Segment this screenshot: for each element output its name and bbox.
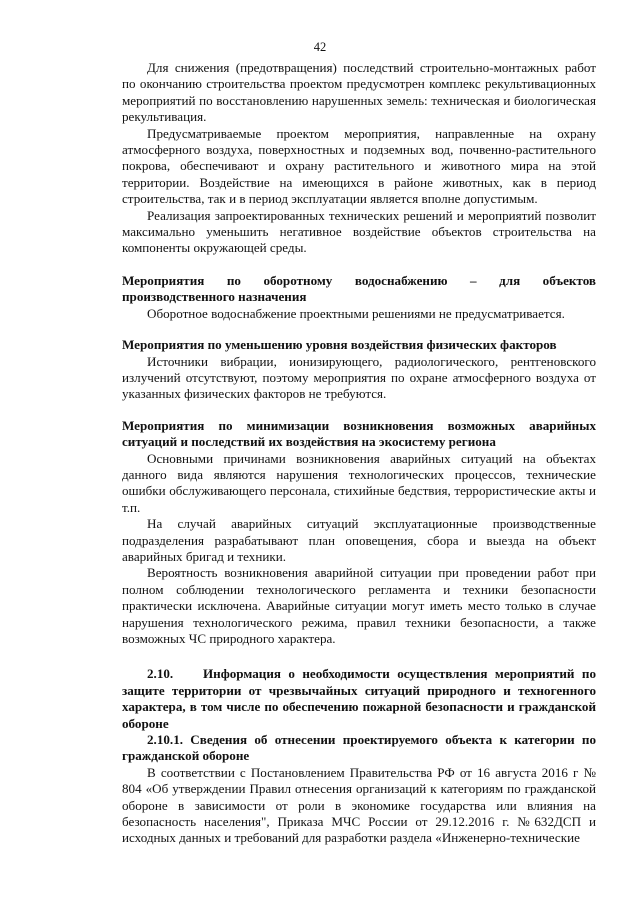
paragraph-civil-defense: В соответствии с Постановлением Правительства РФ от 16 августа 2016 г № 804 «Об утверждении Правил отнесения организаций к категориям по гражданской обороне в зависимости от роли в экономике государства или влияния на безопасность населения", Приказа МЧС России от 29.12.2016 г. №632ДСП и исходных данных и требований для разработки раздела «Инженерно-технические [122,764,596,846]
paragraph-reclamation: Для снижения (предотвращения) последствий строительно-монтажных работ по окончанию строительства проектом предусмотрен комплекс рекультивационных мероприятий по восстановлению нарушенных земель: техническая и биологическая рекультивация. [122,60,596,125]
paragraph-air-protection: Предусматриваемые проектом мероприятия, направленные на охрану атмосферного воздуха, поверхностных и подземных вод, почвенно-растительного покрова, обеспечивают и охрану растительного и животного мира на этой территории. Воздействие на имеющихся в районе животных, как в период строительства, так и в период эксплуатации является вполне допустимым. [122,125,596,207]
heading-section-2-10-1: 2.10.1. Сведения об отнесении проектируемого объекта к категории по гражданской обороне [122,732,596,764]
page-number: 42 [313,40,327,54]
paragraph-emergency-plan: На случай аварийных ситуаций эксплуатационные производственные подразделения разрабатывают план оповещения, сбора и выезда на объект аварийных бригад и техники. [122,516,596,564]
paragraph-emergency-causes: Основными причинами возникновения аварийных ситуаций на объектах данного вида являются нарушения технологических процессов, технические ошибки обслуживающего персонала, стихийные бедствия, террористические акты и т.п. [122,450,596,515]
heading-physical-factors: Мероприятия по уменьшению уровня воздействия физических факторов [122,337,557,353]
paragraph-water-recycling: Оборотное водоснабжение проектными решениями не предусматривается. [147,305,565,321]
heading-water-recycling: Мероприятия по оборотному водоснабжению – для объектов производственного назначения [122,272,596,305]
document-body [122,60,596,847]
paragraph-emergency-probability: Вероятность возникновения аварийной ситуации при проведении работ при полном соблюдении технологического регламента и техники безопасности практически исключена. Аварийные ситуации могут иметь место только в случае нарушения технологического режима, правил техники безопасности, а также возможных ЧС природного характера. [122,565,596,646]
heading-emergency-minimization: Мероприятия по минимизации возникновения возможных аварийных ситуаций и последствий их воздействия на экосистему региона [122,417,596,450]
heading-section-2-10: 2.10. Информация о необходимости осуществления мероприятий по защите территории от чрезвычайных ситуаций природного и техногенного характера, в том числе по обеспечению пожарной безопасности и гражданской обороне [122,666,596,731]
paragraph-physical-factors: Источники вибрации, ионизирующего, радиологического, рентгеновского излучений отсутствуют, поэтому мероприятия по охране атмосферного воздуха от указанных физических факторов не требуются. [122,353,596,402]
paragraph-impact-reduction: Реализация запроектированных технических решений и мероприятий позволит максимально уменьшить негативное воздействие объектов строительства на компоненты окружающей среды. [122,207,596,256]
